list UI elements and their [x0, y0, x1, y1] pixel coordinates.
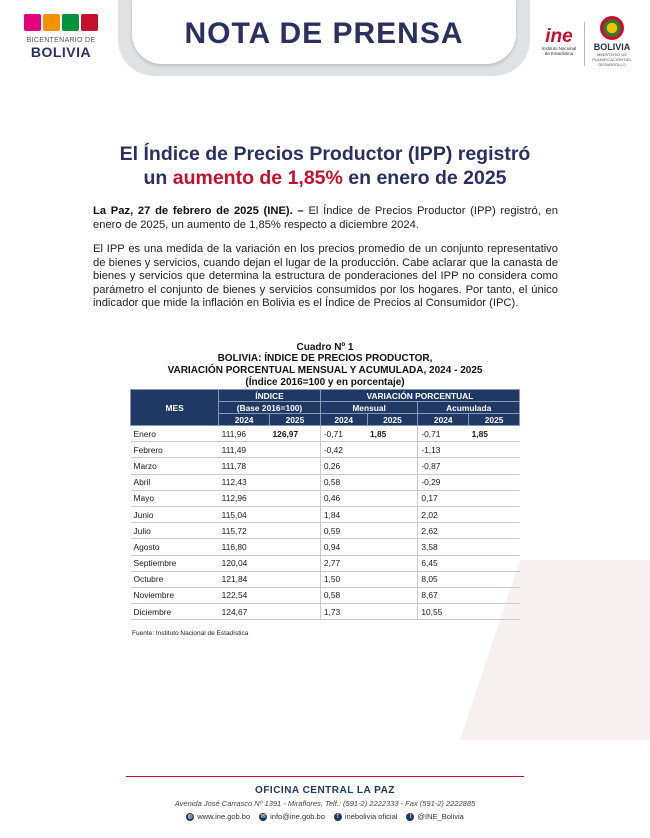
table-cell-mes: Diciembre [131, 604, 219, 620]
table-cell-i25 [270, 458, 321, 474]
bicentenario-big-text: BOLIVIA [30, 44, 92, 60]
table-cell-m24: 0,59 [320, 523, 367, 539]
ine-logo-sub2: de Estadística [544, 51, 574, 56]
table-cell-a25 [469, 523, 520, 539]
table-cell-i24: 111,78 [219, 458, 270, 474]
tile-green [62, 14, 79, 31]
table-cell-i24: 112,96 [219, 490, 270, 506]
footer-link-text: @INE_Bolivia [417, 812, 464, 821]
table-row [131, 490, 520, 506]
table-caption-units: (Índice 2016=100 y en porcentaje) [245, 377, 405, 388]
table-cell-a24: 8,67 [418, 587, 469, 603]
table-cell-a24: -1,13 [418, 442, 469, 458]
header-year-2025: 2025 [367, 414, 418, 426]
table-row [131, 458, 520, 474]
header-indice: ÍNDICE [219, 390, 321, 402]
table-cell-mes: Junio [131, 506, 219, 522]
ine-logo-word: ine [545, 26, 573, 47]
bolivia-logo-sub: MINISTERIO DE PLANIFICACIÓN DEL DESARROLLO [592, 52, 632, 67]
table-cell-a24: 2,02 [418, 506, 469, 522]
table-cell-i24: 111,96 [219, 426, 270, 442]
header-mes: MES [131, 390, 219, 426]
headline-line1: El Índice de Precios Productor (IPP) registró [119, 143, 531, 165]
header-year-2024: 2024 [320, 414, 367, 426]
footer-link-twitter[interactable] [406, 812, 463, 821]
table-cell-m25 [367, 474, 418, 490]
table-source: Fuente: Instituto Nacional de Estadística [132, 630, 249, 637]
table-cell-i25 [270, 490, 321, 506]
table-row [131, 571, 520, 587]
table-cell-a25: 1,85 [469, 426, 520, 442]
paragraph-lead [93, 205, 558, 232]
table-cell-m25 [367, 555, 418, 571]
bicentenario-tiles [18, 14, 104, 31]
table-cell-mes: Noviembre [131, 587, 219, 603]
ine-logo-sub1: Instituto Nacional [541, 46, 577, 51]
table-cell-i24: 121,84 [219, 571, 270, 587]
table-row [131, 587, 520, 603]
table-cell-i24: 112,43 [219, 474, 270, 490]
table-cell-mes: Agosto [131, 539, 219, 555]
bolivia-logo-word: BOLIVIA [593, 42, 631, 52]
footer-link-mail[interactable] [259, 812, 325, 821]
table-cell-mes: Abril [131, 474, 219, 490]
table-row [131, 604, 520, 620]
headline-line2 [40, 167, 610, 190]
table-cell-i24: 120,04 [219, 555, 270, 571]
header-mensual: Mensual [320, 402, 418, 414]
table-cell-i25 [270, 474, 321, 490]
header-acumulada: Acumulada [418, 402, 520, 414]
table-cell-m24: 0,94 [320, 539, 367, 555]
footer-link-text: www.ine.gob.bo [197, 812, 251, 821]
table-cell-i24: 116,80 [219, 539, 270, 555]
header-year-2025: 2025 [270, 414, 321, 426]
table-cell-m25 [367, 604, 418, 620]
table-cell-a24: 6,45 [418, 555, 469, 571]
table-cell-i24: 115,72 [219, 523, 270, 539]
table-cell-a25 [469, 442, 520, 458]
header-variacion: VARIACIÓN PORCENTUAL [320, 390, 519, 402]
table-cell-a25 [469, 490, 520, 506]
table-cell-i25 [270, 506, 321, 522]
ipp-table [130, 389, 520, 620]
header-year-2024: 2024 [219, 414, 270, 426]
table-row [131, 523, 520, 539]
table-cell-mes: Mayo [131, 490, 219, 506]
table-cell-m24: 0,26 [320, 458, 367, 474]
footer-links [0, 812, 650, 821]
table-cell-a25 [469, 571, 520, 587]
mail-icon: ✉ [260, 813, 266, 820]
table-row [131, 555, 520, 571]
table-cell-a25 [469, 506, 520, 522]
table-cell-a25 [469, 587, 520, 603]
table-row [131, 506, 520, 522]
table-cell-a24: 10,55 [418, 604, 469, 620]
table-cell-mes: Marzo [131, 458, 219, 474]
facebook-icon: f [334, 813, 342, 821]
table-cell-i24: 111,49 [219, 442, 270, 458]
table-cell-a24: 8,05 [418, 571, 469, 587]
bicentenario-logo [18, 14, 104, 76]
bolivia-seal-icon [600, 16, 624, 40]
table-cell-mes: Enero [131, 426, 219, 442]
headline-post: en enero de 2025 [348, 167, 507, 189]
table-cell-m25 [367, 506, 418, 522]
table-cell-a25 [469, 604, 520, 620]
tile-magenta [24, 14, 41, 31]
table-cell-i25 [270, 523, 321, 539]
table-cell-i25 [270, 442, 321, 458]
ine-logo [538, 16, 580, 78]
table-cell-i25 [270, 587, 321, 603]
bolivia-ministry-logo [588, 16, 636, 78]
table-caption-number: Cuadro Nº 1 [296, 342, 354, 353]
table-cell-a24: -0,29 [418, 474, 469, 490]
table-cell-m24: 0,46 [320, 490, 367, 506]
table-cell-mes: Febrero [131, 442, 219, 458]
table-row [131, 442, 520, 458]
table-cell-m24: -0,71 [320, 426, 367, 442]
footer-address: Avenida José Carrasco Nº 1391 - Miraflores, Telf.: (591-2) 2222333 - Fax (591-2) 2222885 [174, 799, 476, 808]
table-caption-subtitle: VARIACIÓN PORCENTUAL MENSUAL Y ACUMULADA, 2024 - 2025 [167, 365, 483, 376]
footer-divider [126, 776, 524, 777]
headline-highlight: aumento de 1,85% [172, 167, 343, 189]
dateline: La Paz, 27 de febrero de 2025 (INE). – [93, 205, 304, 217]
table-cell-mes: Septiembre [131, 555, 219, 571]
table-cell-m25 [367, 571, 418, 587]
table-cell-m25 [367, 523, 418, 539]
paragraph-lead-body: El Índice de Precios Productor (IPP) registró, en enero de 2025, un aumento de 1,85% respecto a diciembre 2024. [93, 205, 558, 231]
footer-link-facebook[interactable] [334, 812, 398, 821]
table-cell-a25 [469, 458, 520, 474]
table-cell-m25: 1,85 [367, 426, 418, 442]
table-cell-i25 [270, 571, 321, 587]
table-cell-m24: 0,58 [320, 587, 367, 603]
tile-orange [43, 14, 60, 31]
table-cell-m25 [367, 587, 418, 603]
table-cell-m25 [367, 490, 418, 506]
table-cell-m25 [367, 442, 418, 458]
footer-link-text: info@ine.gob.bo [270, 812, 325, 821]
table-row [131, 539, 520, 555]
table-cell-m25 [367, 458, 418, 474]
table-caption-title: BOLIVIA: ÍNDICE DE PRECIOS PRODUCTOR, [217, 353, 433, 364]
table-cell-m25 [367, 539, 418, 555]
table-cell-a25 [469, 474, 520, 490]
table-cell-a24: 2,62 [418, 523, 469, 539]
twitter-icon: t [406, 813, 414, 821]
table-cell-m24: 2,77 [320, 555, 367, 571]
table-cell-i24: 115,04 [219, 506, 270, 522]
logo-divider [584, 22, 585, 66]
table-cell-a24: 3,58 [418, 539, 469, 555]
table-cell-m24: 0,58 [320, 474, 367, 490]
table-cell-i25 [270, 555, 321, 571]
header-year-2024: 2024 [418, 414, 469, 426]
table-cell-i24: 122,54 [219, 587, 270, 603]
table-cell-i25 [270, 604, 321, 620]
table-cell-a24: -0,71 [418, 426, 469, 442]
table-cell-a25 [469, 539, 520, 555]
paragraph-ipp-definition: El IPP es una medida de la variación en los precios promedio de un conjunto representativo de bienes y servicios, cuando dejan el lugar de la producción. Cabe aclarar que la canasta de bienes y servicios que determina la estructura de ponderaciones del IPP no considera como parámetro el conjunto de bienes y servicios consumidos por los hogares. Por tanto, el único indicador que mide la inflación en Bolivia es el Índice de Precios al Consumidor (IPC). [93, 243, 558, 310]
table-cell-i25 [270, 539, 321, 555]
header-base: (Base 2016=100) [219, 402, 321, 414]
table-body [131, 426, 520, 620]
footer-office: OFICINA CENTRAL LA PAZ [255, 785, 395, 796]
table-cell-i24: 124,67 [219, 604, 270, 620]
globe-icon: ◍ [187, 813, 193, 820]
page-title: NOTA DE PRENSA [184, 17, 464, 50]
table-cell-a24: -0,87 [418, 458, 469, 474]
table-cell-m24: 1,73 [320, 604, 367, 620]
table-row [131, 426, 520, 442]
table-cell-mes: Octubre [131, 571, 219, 587]
table-cell-m24: -0,42 [320, 442, 367, 458]
footer-link-text: inebolivia oficial [344, 812, 398, 821]
table-cell-a24: 0,17 [418, 490, 469, 506]
header-year-2025: 2025 [469, 414, 520, 426]
table-cell-a25 [469, 555, 520, 571]
footer-link-web[interactable] [186, 812, 250, 821]
table-row [131, 474, 520, 490]
table-cell-mes: Julio [131, 523, 219, 539]
table-cell-m24: 1,84 [320, 506, 367, 522]
table-cell-m24: 1,50 [320, 571, 367, 587]
table-cell-i25: 126,97 [270, 426, 321, 442]
headline-pre: un [143, 167, 168, 189]
bicentenario-small-text: BICENTENARIO DE [26, 37, 96, 44]
tile-red [81, 14, 98, 31]
